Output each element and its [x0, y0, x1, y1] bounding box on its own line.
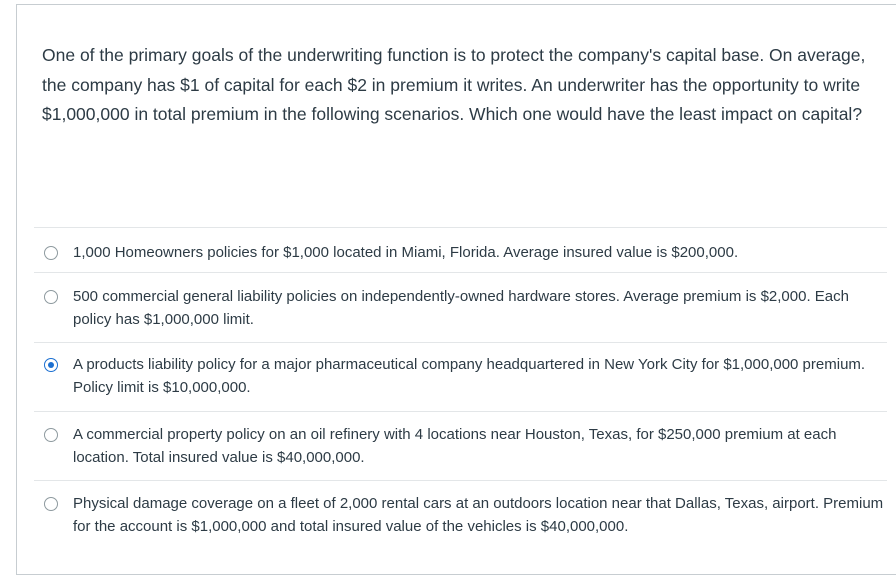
radio-button-2[interactable] [44, 290, 58, 304]
answer-option-3[interactable] [34, 342, 887, 411]
answer-option-5[interactable] [34, 480, 887, 550]
answer-label-3: A products liability policy for a major pharmaceutical company headquartered in New York City for $1,000,000 premium. Policy limit is $10,000,000. [73, 356, 866, 396]
radio-button-4[interactable] [44, 428, 58, 442]
answer-option-1[interactable] [34, 227, 887, 272]
question-card [16, 4, 896, 575]
radio-button-1[interactable] [44, 246, 58, 260]
answer-label-5: Physical damage coverage on a fleet of 2,000 rental cars at an outdoors location near that Dallas, Texas, airport. Premium for the account is $1,000,000 and total insured value of the vehicles is $40,000,000. [73, 495, 884, 535]
answer-option-2[interactable] [34, 272, 887, 342]
answer-label-1: 1,000 Homeowners policies for $1,000 located in Miami, Florida. Average insured value is $200,000. [73, 244, 739, 261]
answer-option-4[interactable] [34, 411, 887, 480]
radio-button-5[interactable] [44, 497, 58, 511]
question-text: One of the primary goals of the underwriting function is to protect the company's capital base. On average, the company has $1 of capital for each $2 in premium it writes. An underwriter has the opportunity to write $1,000,000 in total premium in the following scenarios. Which one would have the least impact on capital? [42, 45, 866, 124]
radio-button-3-selected[interactable] [44, 358, 58, 372]
answer-label-2: 500 commercial general liability policies on independently-owned hardware stores. Average premium is $2,000. Each policy has $1,000,000 limit. [73, 288, 849, 328]
answer-label-4: A commercial property policy on an oil refinery with 4 locations near Houston, Texas, for $250,000 premium at each location. Total insured value is $40,000,000. [73, 426, 837, 466]
answer-list [34, 227, 887, 550]
